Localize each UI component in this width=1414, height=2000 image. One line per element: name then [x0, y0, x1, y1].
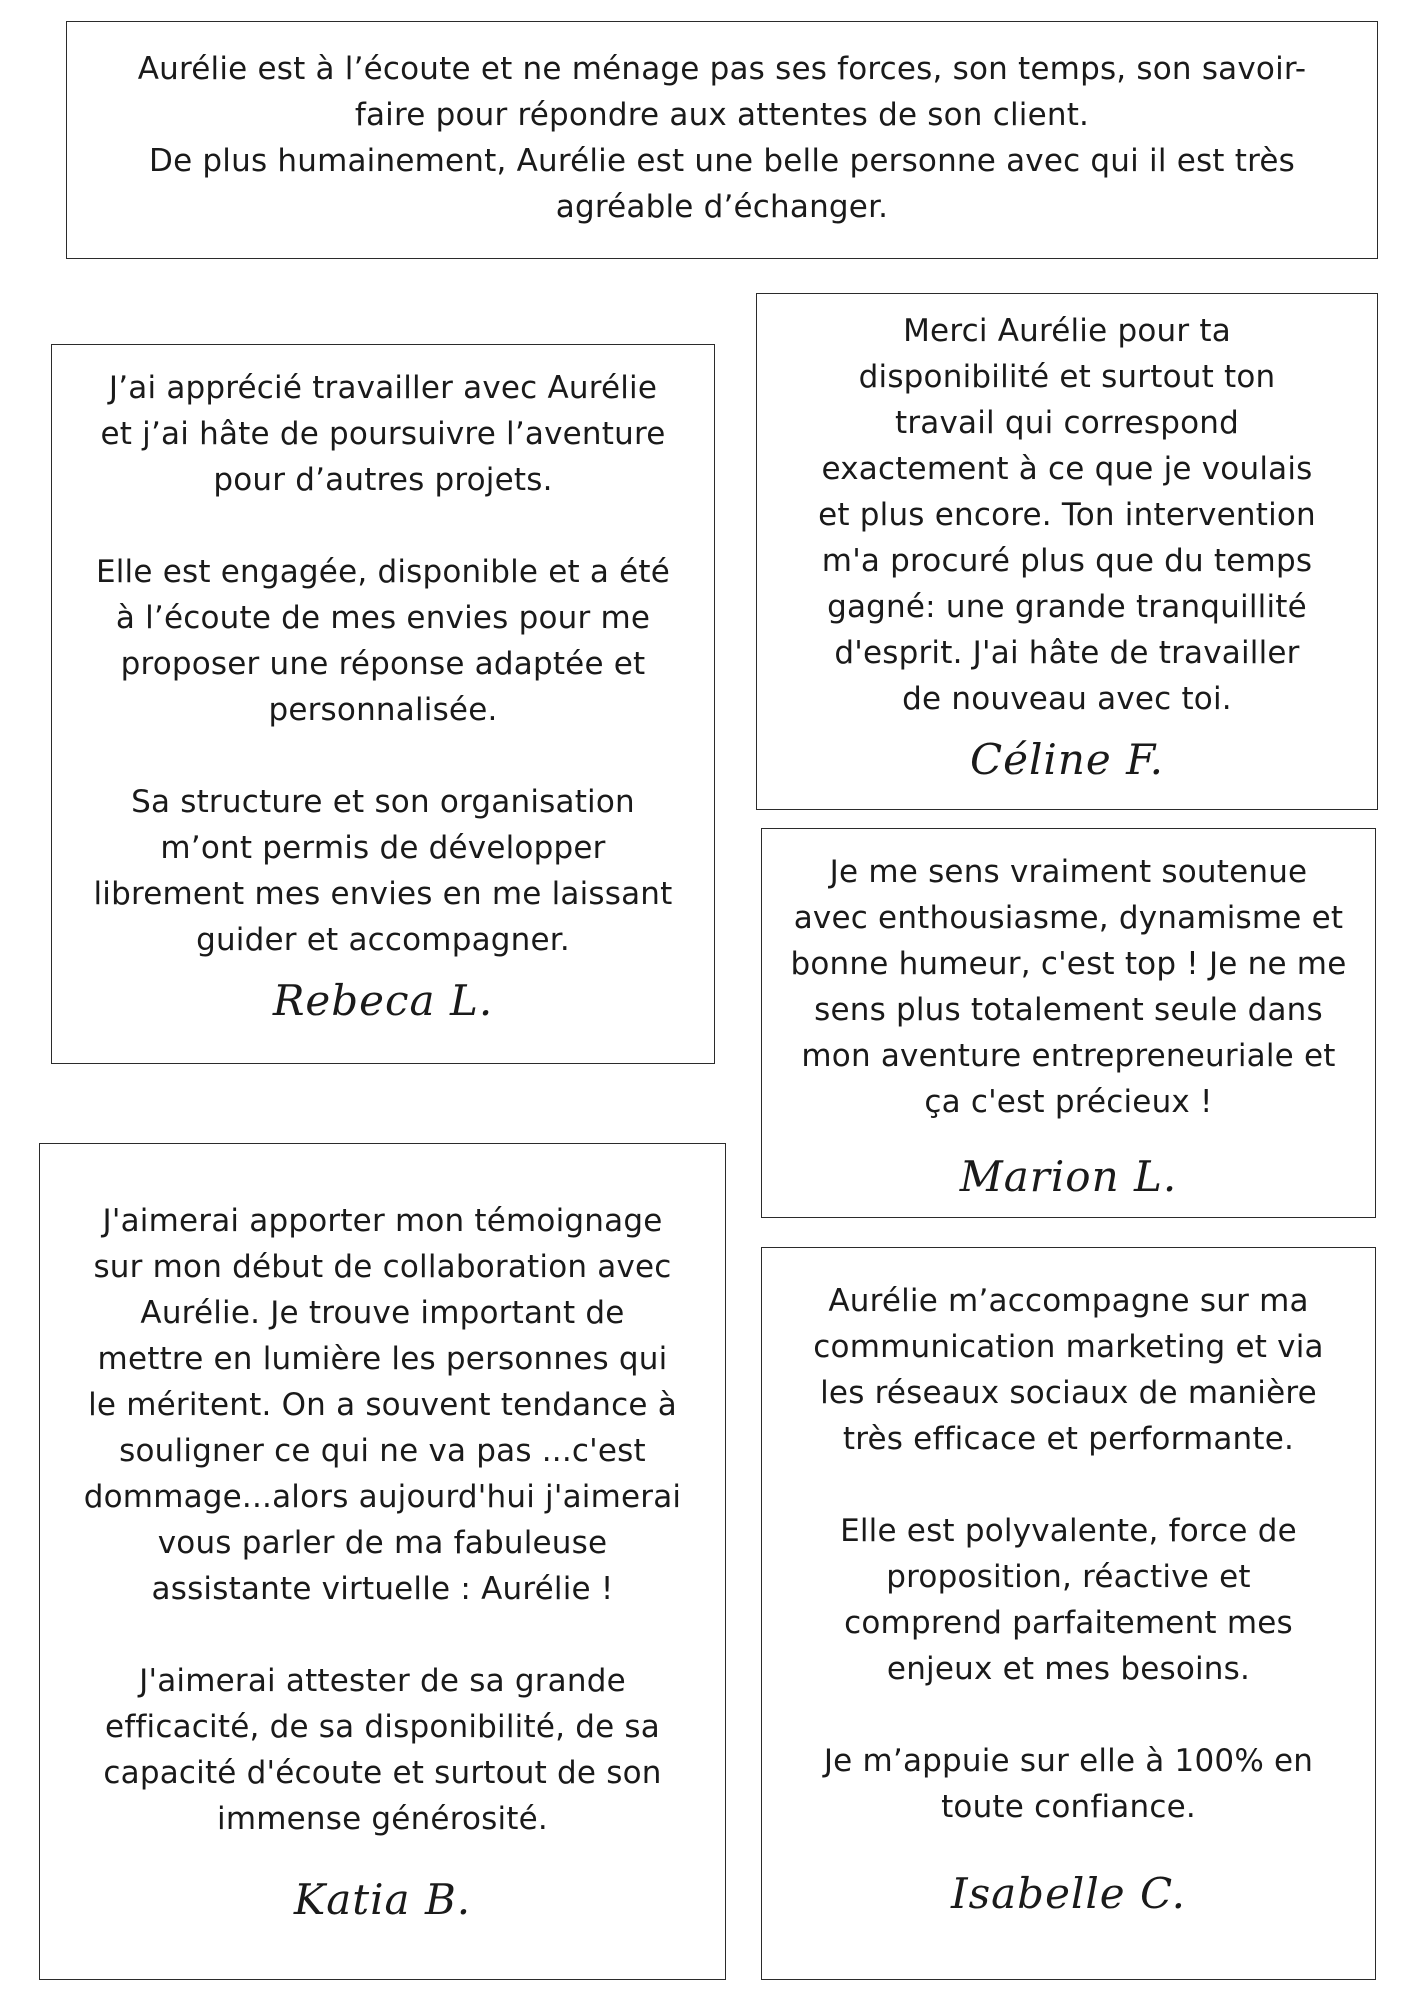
testimonial-text: Aurélie est à l’écoute et ne ménage pas ses forces, son temps, son savoir- faire pour répondre aux attentes de son client. De plus humainement, Aurélie est une belle personne avec qui il est très agréable d’échanger.: [137, 51, 1307, 225]
signature: Céline F.: [969, 735, 1165, 784]
testimonial-text: Je me sens vraiment soutenue avec enthousiasme, dynamisme et bonne humeur, c'est top ! Je ne me sens plus totalement seule dans mon aventure entrepreneuriale et ça c'est précieux !: [790, 854, 1347, 1120]
testimonial-card-rebeca: [51, 344, 715, 1064]
testimonial-text: Aurélie m’accompagne sur ma communication marketing et via les réseaux sociaux de manière très efficace et performante.: [813, 1283, 1324, 1457]
testimonial-text: Sa structure et son organisation m’ont permis de développer librement mes envies en me laissant guider et accompagner.: [93, 784, 673, 958]
signature: Katia B.: [293, 1875, 472, 1924]
testimonial-card-celine: [756, 293, 1378, 810]
testimonial-text: J'aimerai attester de sa grande efficacité, de sa disponibilité, de sa capacité d'écoute et surtout de son immense générosité.: [103, 1663, 662, 1837]
signature: Marion L.: [959, 1152, 1178, 1201]
testimonial-text: J'aimerai apporter mon témoignage sur mon début de collaboration avec Aurélie. Je trouve important de mettre en lumière les personnes qui le méritent. On a souvent tendance à souligner ce qui ne va pas ...c'est dommage...alors aujourd'hui j'aimerai vous parler de ma fabuleuse assistante virtuelle : Aurélie !: [83, 1203, 682, 1607]
testimonial-card-top: [66, 21, 1378, 259]
testimonial-text: Je m’appuie sur elle à 100% en toute confiance.: [823, 1743, 1314, 1825]
testimonial-card-marion: [761, 828, 1376, 1218]
testimonial-text: Merci Aurélie pour ta disponibilité et surtout ton travail qui correspond exactement à ce que je voulais et plus encore. Ton intervention m'a procuré plus que du temps gagné: une grande tranquillité d'esprit. J'ai hâte de travailler de nouveau avec toi.: [818, 313, 1316, 717]
testimonial-card-isabelle: [761, 1247, 1376, 1980]
testimonial-text: J’ai apprécié travailler avec Aurélie et j’ai hâte de poursuivre l’aventure pour d’autres projets.: [100, 370, 666, 498]
signature: Isabelle C.: [951, 1869, 1186, 1918]
testimonial-card-katia: [39, 1143, 726, 1980]
testimonial-text: Elle est polyvalente, force de proposition, réactive et comprend parfaitement mes enjeux et mes besoins.: [840, 1513, 1297, 1687]
signature: Rebeca L.: [272, 976, 494, 1025]
testimonial-text: Elle est engagée, disponible et a été à l’écoute de mes envies pour me proposer une réponse adaptée et personnalisée.: [95, 554, 671, 728]
